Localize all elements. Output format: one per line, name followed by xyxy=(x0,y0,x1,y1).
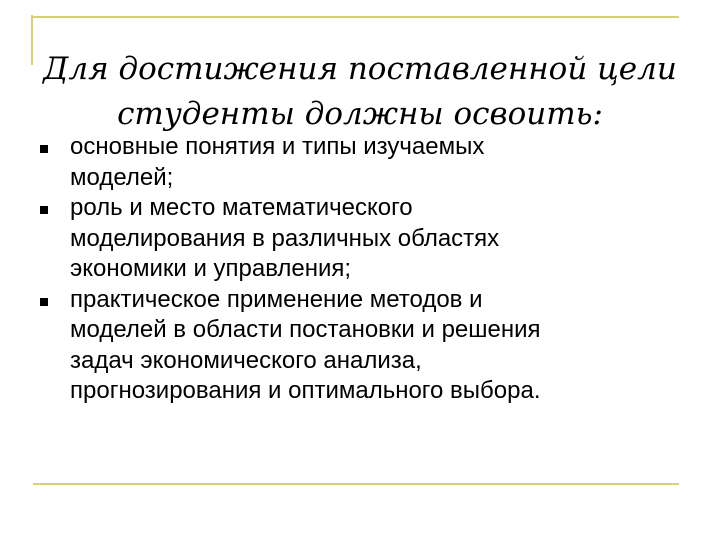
bullet-list xyxy=(40,132,680,407)
bullet-3-line-4: прогнозирования и оптимального выбора. xyxy=(70,377,541,404)
bullet-3-line-1: практическое применение методов и xyxy=(70,285,483,313)
bullet-text-2 xyxy=(70,193,680,285)
square-bullet-icon xyxy=(40,145,48,153)
bullet-3-line-2: моделей в области постановки и решения xyxy=(70,316,541,343)
decorative-top-rule xyxy=(31,16,679,18)
square-bullet-icon xyxy=(40,206,48,214)
slide-title xyxy=(40,47,680,137)
bullet-2-line-2: моделирования в различных областях xyxy=(70,224,500,252)
bullet-text-3 xyxy=(70,285,680,407)
slide-title-line-1: Для достижения поставленной цели xyxy=(43,50,677,87)
bullet-text-1 xyxy=(70,132,680,193)
decorative-bottom-rule xyxy=(33,483,679,485)
bullet-item-2 xyxy=(40,193,680,285)
square-bullet-icon xyxy=(40,298,48,306)
bullet-1-line-1: основные понятия и типы изучаемых xyxy=(70,133,485,160)
bullet-2-line-1: роль и место математического xyxy=(70,194,413,221)
decorative-vertical-rule xyxy=(31,15,33,65)
bullet-item-1 xyxy=(40,132,680,193)
slide-title-line-2: студенты должны освоить: xyxy=(117,95,603,132)
bullet-2-line-3: экономики и управления; xyxy=(70,255,352,282)
bullet-3-line-3: задач экономического анализа, xyxy=(70,346,422,374)
bullet-item-3 xyxy=(40,285,680,407)
bullet-1-line-2: моделей; xyxy=(70,163,174,191)
